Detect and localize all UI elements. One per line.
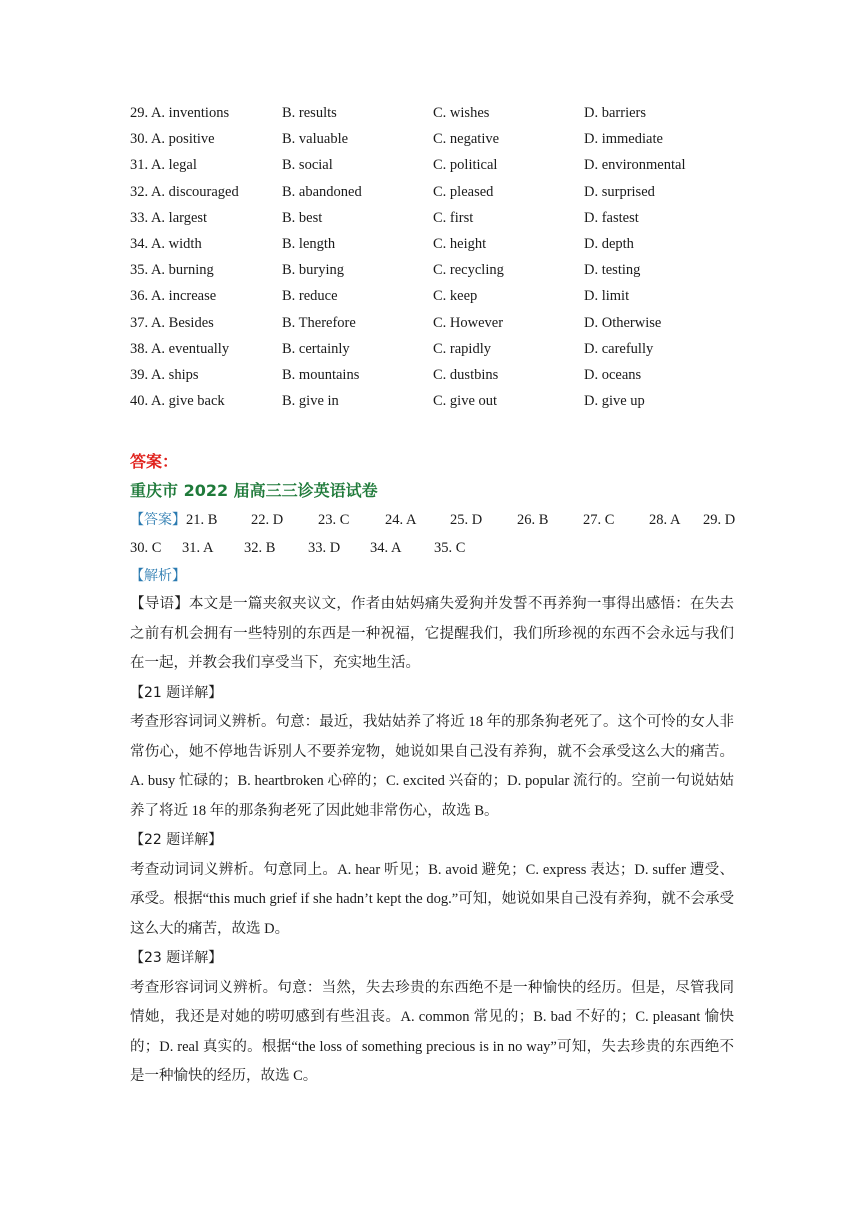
option-d: D. carefully [584,340,654,357]
option-c: C. height [433,235,487,252]
option-b: B. burying [282,262,345,279]
section-heading-22: 【22 题详解】 [130,832,223,849]
answer-item: 27. C [583,512,615,529]
option-c: C. pleased [433,183,494,200]
option-c: C. first [433,209,474,226]
option-d: D. barriers [584,105,647,121]
option-b: B. valuable [282,131,349,148]
option-row [130,152,734,178]
answer-item: 30. C [130,540,162,557]
option-row [130,231,734,257]
option-row [130,179,734,205]
option-c: C. recycling [433,262,504,279]
option-d: D. fastest [584,209,639,226]
answer-heading: 答案： [130,452,179,472]
option-d: D. limit [584,288,630,305]
option-c: C. However [433,314,504,331]
option-a: 38. A. eventually [130,340,230,357]
option-d: D. environmental [584,157,686,174]
option-c: C. negative [433,131,500,148]
option-b: B. social [282,157,333,174]
answer-item: 35. C [434,540,466,557]
answer-item: 22. D [251,512,284,529]
answer-item: 31. A [182,540,214,557]
answer-tag: 【答案】 [130,512,186,529]
option-d: D. Otherwise [584,314,662,331]
option-row [130,283,734,309]
option-a: 36. A. increase [130,288,217,305]
option-b: B. Therefore [282,314,356,331]
option-a: 30. A. positive [130,131,215,148]
option-a: 32. A. discouraged [130,183,239,200]
option-a: 33. A. largest [130,209,208,226]
option-a: 34. A. width [130,235,202,252]
section-heading-21: 【21 题详解】 [130,684,223,701]
option-a: 37. A. Besides [130,314,214,331]
option-row [130,100,734,126]
intro-paragraph: 【导语】本文是一篇夹叙夹议文，作者由姑妈痛失爱狗并发誓不再养狗一事得出感悟：在失去之前有机会拥有一些特别的东西是一种祝福，它提醒我们，我们所珍视的东西不会永远与我们在一起，并教会我们享受当下，充实地生活。 [130,596,734,672]
option-b: B. abandoned [282,183,362,200]
document-page [130,100,734,1092]
option-b: B. reduce [282,288,338,305]
option-c: C. give out [433,393,498,410]
analysis-tag: 【解析】 [130,568,186,585]
option-b: B. mountains [282,366,360,383]
option-d: D. oceans [584,366,642,383]
section-body-22: 考查动词词义辨析。句意同上。A. hear 听见；B. avoid 避免；C. express 表达；D. suffer 遭受、承受。根据“this much grief if she hadn’t kept the dog.”可知，她说如果自己没有养狗，就不会承受这么大的痛苦，故选 D。 [130,861,734,937]
answer-item: 26. B [517,512,549,529]
option-d: D. depth [584,235,634,252]
option-b: B. length [282,235,336,252]
option-row [130,336,734,362]
option-row [130,126,734,152]
option-d: D. testing [584,262,641,279]
answer-item: 21. B [186,512,218,529]
option-c: C. political [433,157,498,174]
option-row [130,257,734,283]
option-a: 35. A. burning [130,262,214,279]
option-a: 39. A. ships [130,366,199,383]
option-b: B. give in [282,393,339,410]
option-row [130,310,734,336]
answer-item: 24. A [385,512,417,529]
option-b: B. certainly [282,340,350,357]
option-d: D. immediate [584,131,663,148]
answer-item: 33. D [308,540,341,557]
option-table [130,100,734,414]
answer-item: 28. A [649,512,681,529]
option-a: 31. A. legal [130,157,197,174]
section-body-23: 考查形容词词义辨析。句意：当然，失去珍贵的东西绝不是一种愉快的经历。但是，尽管我同情她，我还是对她的唠叨感到有些沮丧。A. common 常见的；B. bad 不好的；C. pleasant 愉快的；D. real 真实的。根据“the loss of something precious is in no way”可知，失去珍贵的东西绝不是一种愉快的经历，故选 C。 [130,979,734,1085]
answer-item: 29. D [703,512,736,529]
option-c: C. wishes [433,105,490,121]
option-b: B. results [282,105,337,121]
option-d: D. surprised [584,183,655,200]
option-c: C. dustbins [433,366,499,383]
answer-item: 34. A [370,540,402,557]
answer-item: 32. B [244,540,276,557]
option-a: 29. A. inventions [130,105,230,121]
answer-item: 23. C [318,512,350,529]
option-row [130,388,734,414]
section-heading-23: 【23 题详解】 [130,950,223,967]
option-b: B. best [282,209,323,226]
option-c: C. rapidly [433,340,491,357]
exam-title: 重庆市 2022 届高三三诊英语试卷 [130,481,378,501]
answer-item: 25. D [450,512,483,529]
option-a: 40. A. give back [130,393,225,410]
option-row [130,205,734,231]
option-row [130,362,734,388]
option-c: C. keep [433,288,478,305]
answer-key-line-2 [130,534,734,562]
option-d: D. give up [584,393,645,410]
answer-key-line-1 [130,506,734,534]
section-body-21: 考查形容词词义辨析。句意：最近，我姑姑养了将近 18 年的那条狗老死了。这个可怜的女人非常伤心，她不停地告诉别人不要养宠物，她说如果自己没有养狗，就不会承受这么大的痛苦。A. busy 忙碌的；B. heartbroken 心碎的；C. excited 兴奋的；D. popular 流行的。空前一句说姑姑养了将近 18 年的那条狗老死了因此她非常伤心，故选 B。 [130,714,734,819]
